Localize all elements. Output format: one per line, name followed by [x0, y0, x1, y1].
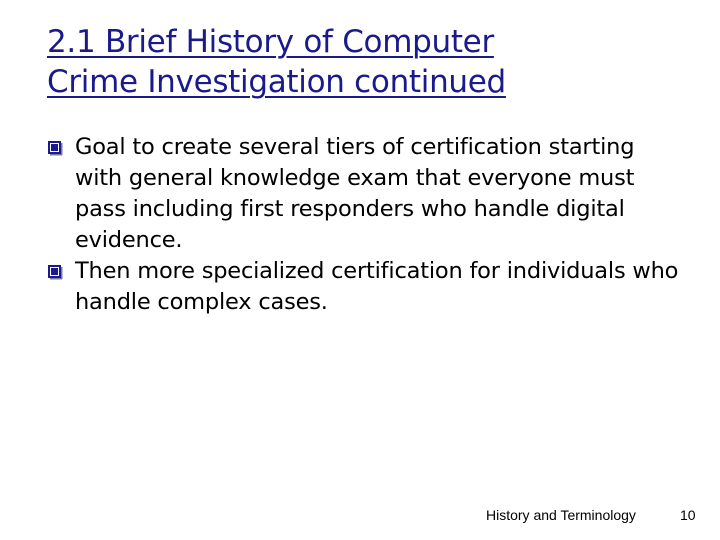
bullet-text: Goal to create several tiers of certification starting with general knowledge exam that everyone must pass including first responders who handle digital evidence. — [75, 134, 635, 253]
page-number: 10 — [680, 507, 696, 523]
title-line-2: Crime Investigation continued — [47, 64, 506, 100]
checkbox-bullet-icon — [47, 140, 63, 156]
bullet-item-goal — [47, 132, 687, 256]
bullet-item-specialized — [47, 256, 687, 318]
bullet-text: Then more specialized certification for individuals who handle complex cases. — [75, 258, 679, 315]
bullet-list — [47, 132, 687, 318]
checkbox-bullet-icon — [47, 264, 63, 280]
footer-label: History and Terminology — [486, 507, 636, 523]
slide-title — [47, 22, 687, 102]
title-line-1: 2.1 Brief History of Computer — [47, 24, 494, 60]
